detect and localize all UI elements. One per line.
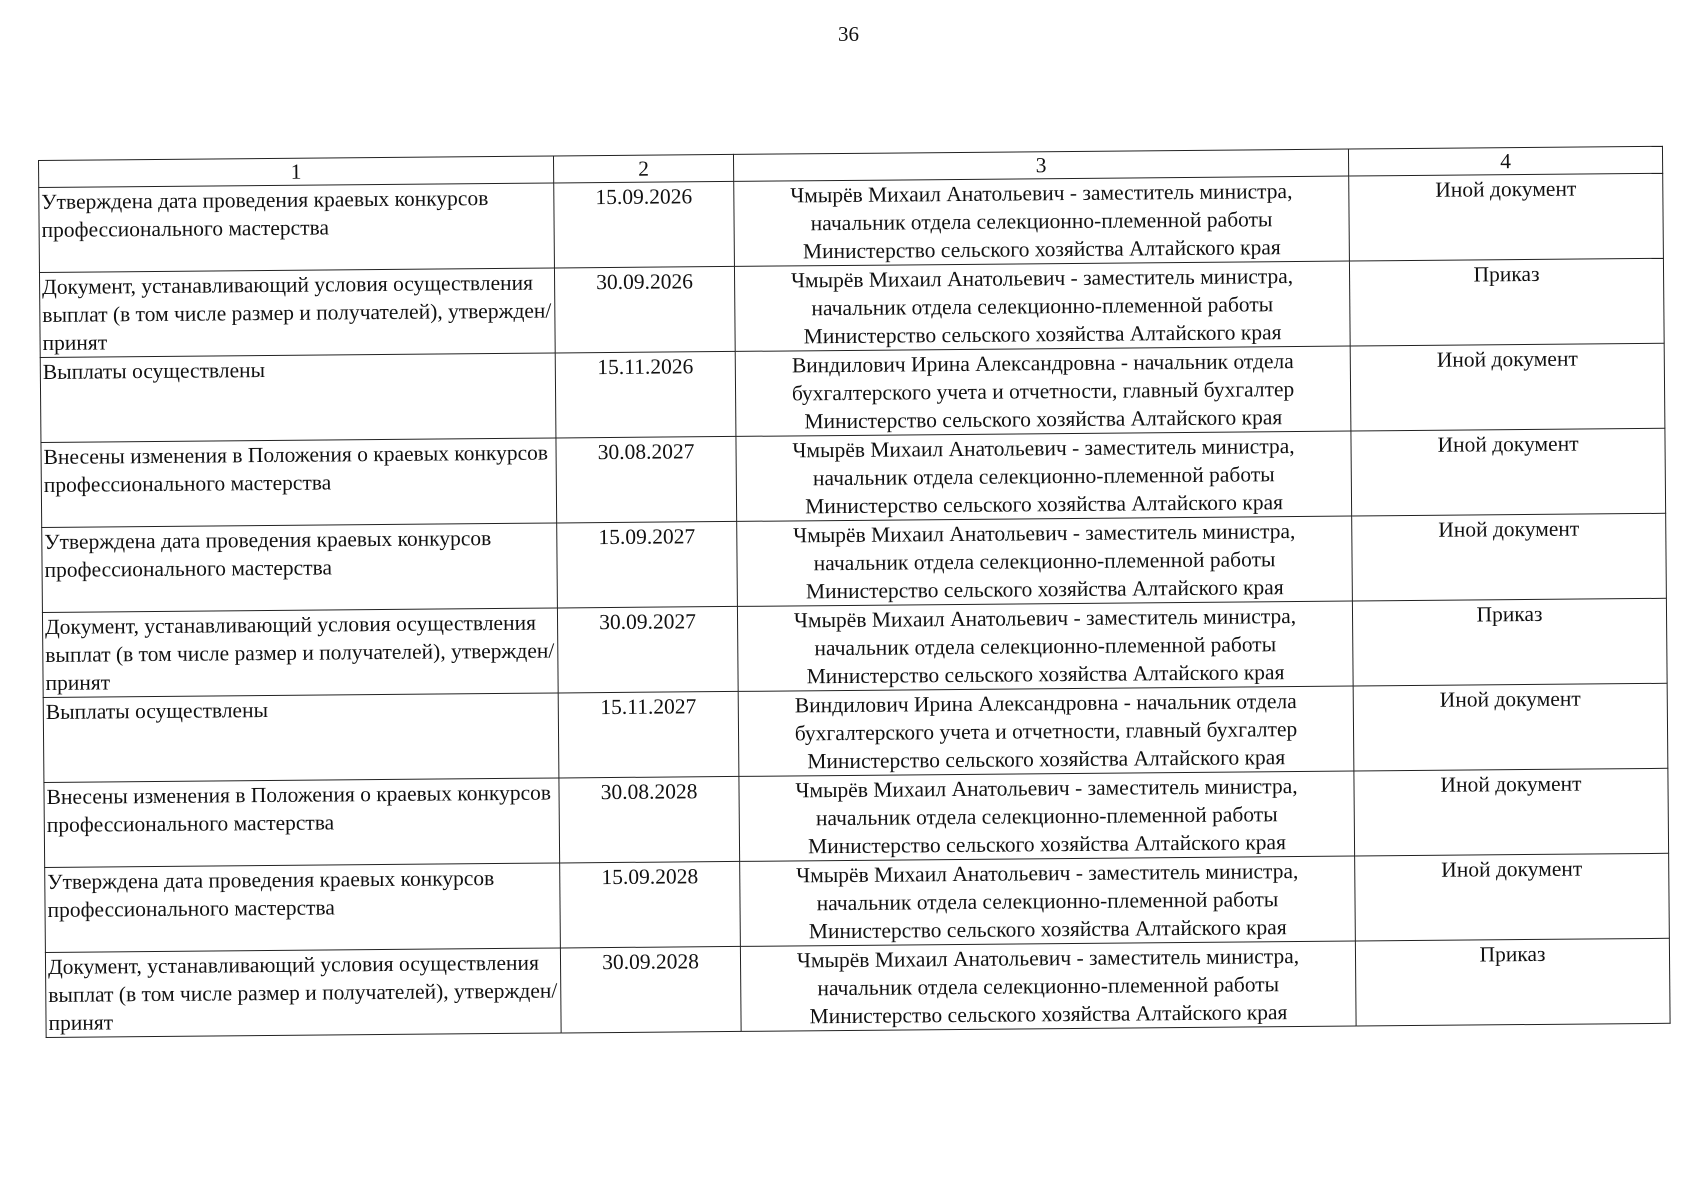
table-row (39, 258, 1664, 357)
event-cell: Внесены изменения в Положения о краевых конкурсов профессионального мастерства (44, 778, 560, 867)
event-cell: Выплаты осуществлены (40, 353, 556, 442)
responsible-line: Виндилович Ирина Александровна - начальник отдела (791, 349, 1294, 378)
page-number: 36 (838, 22, 859, 46)
responsible-line: Чмырёв Михаил Анатольевич - заместитель министра, (796, 944, 1300, 973)
event-cell: Документ, устанавливающий условия осуществления выплат (в том числе размер и получателей), утвержден/принят (42, 608, 558, 697)
responsible-cell (736, 431, 1352, 521)
responsible-cell (738, 686, 1354, 776)
date-cell: 30.08.2028 (559, 776, 740, 863)
responsible-line: Министерство сельского хозяйства Алтайского края (802, 235, 1281, 264)
table-row (42, 513, 1667, 612)
date-cell: 15.09.2028 (560, 861, 741, 948)
table-row (40, 343, 1665, 442)
table-body (39, 173, 1670, 1037)
event-cell: Утверждена дата проведения краевых конкурсов профессионального мастерства (42, 523, 558, 612)
responsible-line: Чмырёв Михаил Анатольевич - заместитель министра, (795, 774, 1298, 803)
responsible-line: начальник отдела селекционно-племенной работы (811, 292, 1274, 321)
responsible-line: Министерство сельского хозяйства Алтайского края (806, 660, 1285, 689)
responsible-line: Министерство сельского хозяйства Алтайского края (804, 405, 1283, 434)
table-row (42, 598, 1667, 697)
responsible-cell (737, 601, 1353, 691)
responsible-line: Министерство сельского хозяйства Алтайского края (808, 830, 1287, 859)
responsible-cell (740, 856, 1356, 946)
responsible-cell (740, 941, 1356, 1031)
responsible-cell (737, 516, 1353, 606)
document-type-cell: Иной документ (1351, 428, 1666, 516)
responsible-line: начальник отдела селекционно-племенной работы (813, 547, 1276, 576)
responsible-line: Министерство сельского хозяйства Алтайского края (805, 490, 1284, 519)
date-cell: 15.11.2026 (555, 351, 736, 438)
document-type-cell: Иной документ (1350, 343, 1665, 431)
control-points-table (38, 146, 1671, 1038)
document-type-cell: Иной документ (1353, 683, 1668, 771)
responsible-line: начальник отдела селекционно-племенной работы (810, 207, 1273, 236)
responsible-line: начальник отдела селекционно-племенной работы (814, 632, 1277, 661)
document-type-cell: Приказ (1352, 598, 1667, 686)
responsible-line: Чмырёв Михаил Анатольевич - заместитель министра, (796, 859, 1299, 888)
responsible-line: бухгалтерского учета и отчетности, главный бухгалтер (794, 717, 1298, 746)
event-cell: Выплаты осуществлены (43, 693, 559, 782)
responsible-line: начальник отдела селекционно-племенной работы (817, 972, 1280, 1001)
document-type-cell: Иной документ (1354, 768, 1669, 856)
responsible-line: Чмырёв Михаил Анатольевич - заместитель министра, (793, 604, 1297, 633)
responsible-line: бухгалтерского учета и отчетности, главный бухгалтер (791, 377, 1295, 406)
date-cell: 30.09.2026 (554, 266, 735, 353)
document-type-cell: Приказ (1349, 258, 1664, 346)
responsible-cell (734, 261, 1350, 351)
responsible-line: Министерство сельского хозяйства Алтайского края (803, 320, 1282, 349)
column-header-3: 3 (733, 149, 1348, 181)
event-cell: Внесены изменения в Положения о краевых конкурсов профессионального мастерства (41, 438, 557, 527)
date-cell: 15.09.2026 (554, 181, 735, 268)
table-row (43, 683, 1668, 782)
responsible-line: Чмырёв Михаил Анатольевич - заместитель министра, (793, 519, 1296, 548)
responsible-line: Чмырёв Михаил Анатольевич - заместитель министра, (792, 434, 1295, 463)
table-row (45, 853, 1670, 952)
responsible-line: Министерство сельского хозяйства Алтайского края (805, 575, 1284, 604)
date-cell: 15.09.2027 (557, 521, 738, 608)
column-header-4: 4 (1348, 146, 1662, 176)
responsible-line: Министерство сельского хозяйства Алтайского края (809, 1000, 1288, 1029)
responsible-line: Чмырёв Михаил Анатольевич - заместитель министра, (790, 179, 1293, 208)
responsible-line: начальник отдела селекционно-племенной работы (812, 462, 1275, 491)
document-sheet (38, 146, 1650, 1038)
event-cell: Утверждена дата проведения краевых конкурсов профессионального мастерства (39, 183, 555, 272)
date-cell: 30.08.2027 (556, 436, 737, 523)
column-header-2: 2 (553, 154, 733, 183)
date-cell: 30.09.2028 (560, 946, 741, 1033)
event-cell: Документ, устанавливающий условия осуществления выплат (в том числе размер и получателей), утвержден/принят (39, 268, 555, 357)
responsible-line: Министерство сельского хозяйства Алтайского края (807, 745, 1286, 774)
column-header-1: 1 (39, 156, 554, 187)
responsible-line: Чмырёв Михаил Анатольевич - заместитель министра, (790, 264, 1294, 293)
responsible-cell (735, 346, 1351, 436)
responsible-line: начальник отдела селекционно-племенной работы (816, 887, 1279, 916)
document-type-cell: Иной документ (1349, 173, 1664, 261)
event-cell: Документ, устанавливающий условия осуществления выплат (в том числе размер и получателей), утвержден/принят (45, 948, 561, 1037)
table-row (39, 173, 1664, 272)
date-cell: 30.09.2027 (557, 606, 738, 693)
document-type-cell: Иной документ (1352, 513, 1667, 601)
responsible-cell (739, 771, 1355, 861)
table-row (44, 768, 1669, 867)
event-cell: Утверждена дата проведения краевых конкурсов профессионального мастерства (45, 863, 561, 952)
document-type-cell: Иной документ (1355, 853, 1670, 941)
table-row (45, 938, 1670, 1037)
responsible-line: Виндилович Ирина Александровна - начальник отдела (794, 689, 1297, 718)
table-row (41, 428, 1666, 527)
responsible-line: Министерство сельского хозяйства Алтайского края (808, 915, 1287, 944)
date-cell: 15.11.2027 (558, 691, 739, 778)
document-type-cell: Приказ (1355, 938, 1670, 1026)
responsible-line: начальник отдела селекционно-племенной работы (815, 802, 1278, 831)
responsible-cell (734, 176, 1350, 266)
